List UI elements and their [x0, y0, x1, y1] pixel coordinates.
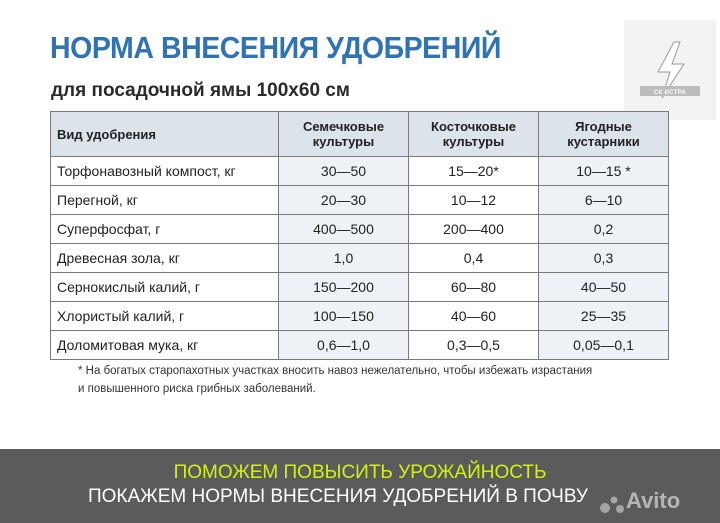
table-cell: 0,3—0,5: [409, 331, 539, 360]
company-logo: [624, 20, 716, 120]
table-cell: 30—50: [279, 157, 409, 186]
page-subtitle: для посадочной ямы 100х60 см: [51, 80, 350, 101]
table-cell: 0,2: [539, 215, 669, 244]
fertilizer-name: Суперфосфат, г: [51, 215, 279, 244]
column-header: Вид удобрения: [51, 112, 279, 157]
table-cell: 15—20*: [409, 157, 539, 186]
fertilizer-name: Древесная зола, кг: [51, 244, 279, 273]
fertilizer-name: Торфонавозный компост, кг: [51, 157, 279, 186]
table-row: [51, 186, 669, 215]
table-header-row: [51, 112, 669, 157]
table-row: [51, 244, 669, 273]
table-cell: 10—15 *: [539, 157, 669, 186]
table-cell: 40—50: [539, 273, 669, 302]
table-cell: 20—30: [279, 186, 409, 215]
table-cell: 100—150: [279, 302, 409, 331]
table-cell: 0,3: [539, 244, 669, 273]
fertilizer-name: Хлористый калий, г: [51, 302, 279, 331]
table-cell: 40—60: [409, 302, 539, 331]
table-cell: 1,0: [279, 244, 409, 273]
footnote-line: и повышенного риска грибных заболеваний.: [78, 383, 316, 395]
table-row: [51, 302, 669, 331]
column-header: Косточковые культуры: [409, 112, 539, 157]
footnote-line: * На богатых старопахотных участках вносить навоз нежелательно, чтобы избежать израстания: [78, 365, 593, 377]
table-cell: 150—200: [279, 273, 409, 302]
table-row: [51, 331, 669, 360]
page-title: НОРМА ВНЕСЕНИЯ УДОБРЕНИЙ: [50, 30, 501, 65]
lightning-bolt-icon: [624, 20, 716, 120]
table-row: [51, 273, 669, 302]
logo-text: СК ИСТРА: [653, 90, 687, 96]
promo-line-highlight: ПОМОЖЕМ ПОВЫСИТЬ УРОЖАЙНОСТЬ: [173, 462, 547, 483]
footnote: [78, 362, 658, 398]
table-cell: 6—10: [539, 186, 669, 215]
avito-watermark: Avito: [626, 488, 681, 513]
promo-line-main: ПОКАЖЕМ НОРМЫ ВНЕСЕНИЯ УДОБРЕНИЙ В ПОЧВУ: [88, 486, 588, 507]
column-header: Семечковые культуры: [279, 112, 409, 157]
fertilizer-name: Сернокислый калий, г: [51, 273, 279, 302]
table-cell: 0,6—1,0: [279, 331, 409, 360]
table-cell: 25—35: [539, 302, 669, 331]
table-cell: 0,4: [409, 244, 539, 273]
table-cell: 60—80: [409, 273, 539, 302]
fertilizer-table: [50, 111, 669, 360]
avito-logo-icon: [598, 492, 628, 516]
table-cell: 200—400: [409, 215, 539, 244]
fertilizer-name: Доломитовая мука, кг: [51, 331, 279, 360]
table-row: [51, 157, 669, 186]
table-cell: 0,05—0,1: [539, 331, 669, 360]
table-cell: 10—12: [409, 186, 539, 215]
column-header: Ягодные кустарники: [539, 112, 669, 157]
fertilizer-name: Перегной, кг: [51, 186, 279, 215]
table-cell: 400—500: [279, 215, 409, 244]
table-row: [51, 215, 669, 244]
